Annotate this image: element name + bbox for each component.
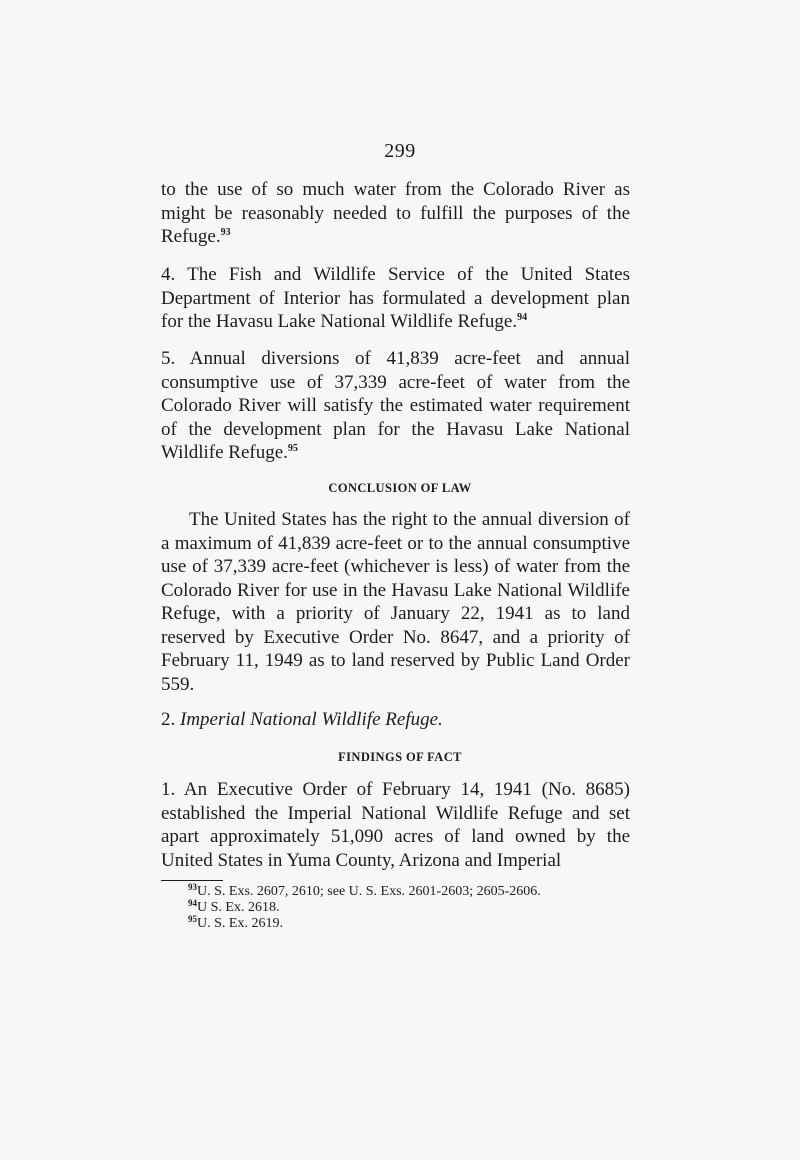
- paragraph-finding-1: 1. An Executive Order of February 14, 1941 (No. 8685) established the Imperial National Wildlife Refuge and set apart approximately 51,090 acres of land owned by the United States in Yuma County, Arizona and Imperial: [161, 779, 630, 871]
- footnote-item: [188, 916, 648, 932]
- conclusion-of-law-heading: CONCLUSION OF LAW: [328, 481, 472, 495]
- conclusion-paragraph: The United States has the right to the annual diversion of a maximum of 41,839 acre-feet or to the annual consumptive use of 37,339 acre-feet (whichever is less) of water from the Colorado River for use in the Havasu Lake National Wildlife Refuge, with a priority of January 22, 1941 as to land reserved by Executive Order No. 8647, and a priority of February 11, 1949 as to land reserved by Public Land Order 559.: [161, 509, 630, 695]
- footnote-number: 93: [188, 882, 197, 892]
- paragraph-finding-4: [161, 263, 630, 334]
- footnote-ref: 93: [220, 227, 231, 238]
- footnote-ref: 95: [287, 443, 298, 454]
- footnote-text: U. S. Ex. 2619.: [197, 916, 283, 931]
- paragraph-text: to the use of so much water from the Colorado River as might be reasonably needed to fulfill the purposes of the Refuge.: [161, 179, 630, 247]
- page-number: 299: [384, 140, 416, 162]
- footnote-item: [188, 900, 648, 916]
- section-number: 2.: [161, 709, 176, 730]
- footnote-text: U. S. Exs. 2607, 2610; see U. S. Exs. 2601-2603; 2605-2606.: [197, 884, 541, 899]
- section-title-text: Imperial National Wildlife Refuge.: [180, 709, 443, 730]
- footnote-item: [188, 884, 648, 900]
- findings-of-fact-heading: FINDINGS OF FACT: [338, 750, 462, 764]
- footnote-number: 95: [188, 914, 197, 924]
- paragraph-finding-5: [161, 347, 630, 465]
- footnotes-list: [188, 884, 648, 932]
- paragraph-text: 4. The Fish and Wildlife Service of the United States Department of Interior has formulated a development plan for the Havasu Lake National Wildlife Refuge.: [161, 264, 630, 332]
- footnote-ref: 94: [517, 312, 528, 323]
- paragraph-continuation: [161, 178, 630, 249]
- section-title: [161, 709, 443, 731]
- footnote-number: 94: [188, 898, 197, 908]
- footnote-divider: [161, 880, 223, 881]
- paragraph-text: 5. Annual diversions of 41,839 acre-feet and annual consumptive use of 37,339 acre-feet of water from the Colorado River will satisfy the estimated water requirement of the development plan for the Havasu Lake National Wildlife Refuge.: [161, 348, 630, 463]
- footnote-text: U S. Ex. 2618.: [197, 900, 280, 915]
